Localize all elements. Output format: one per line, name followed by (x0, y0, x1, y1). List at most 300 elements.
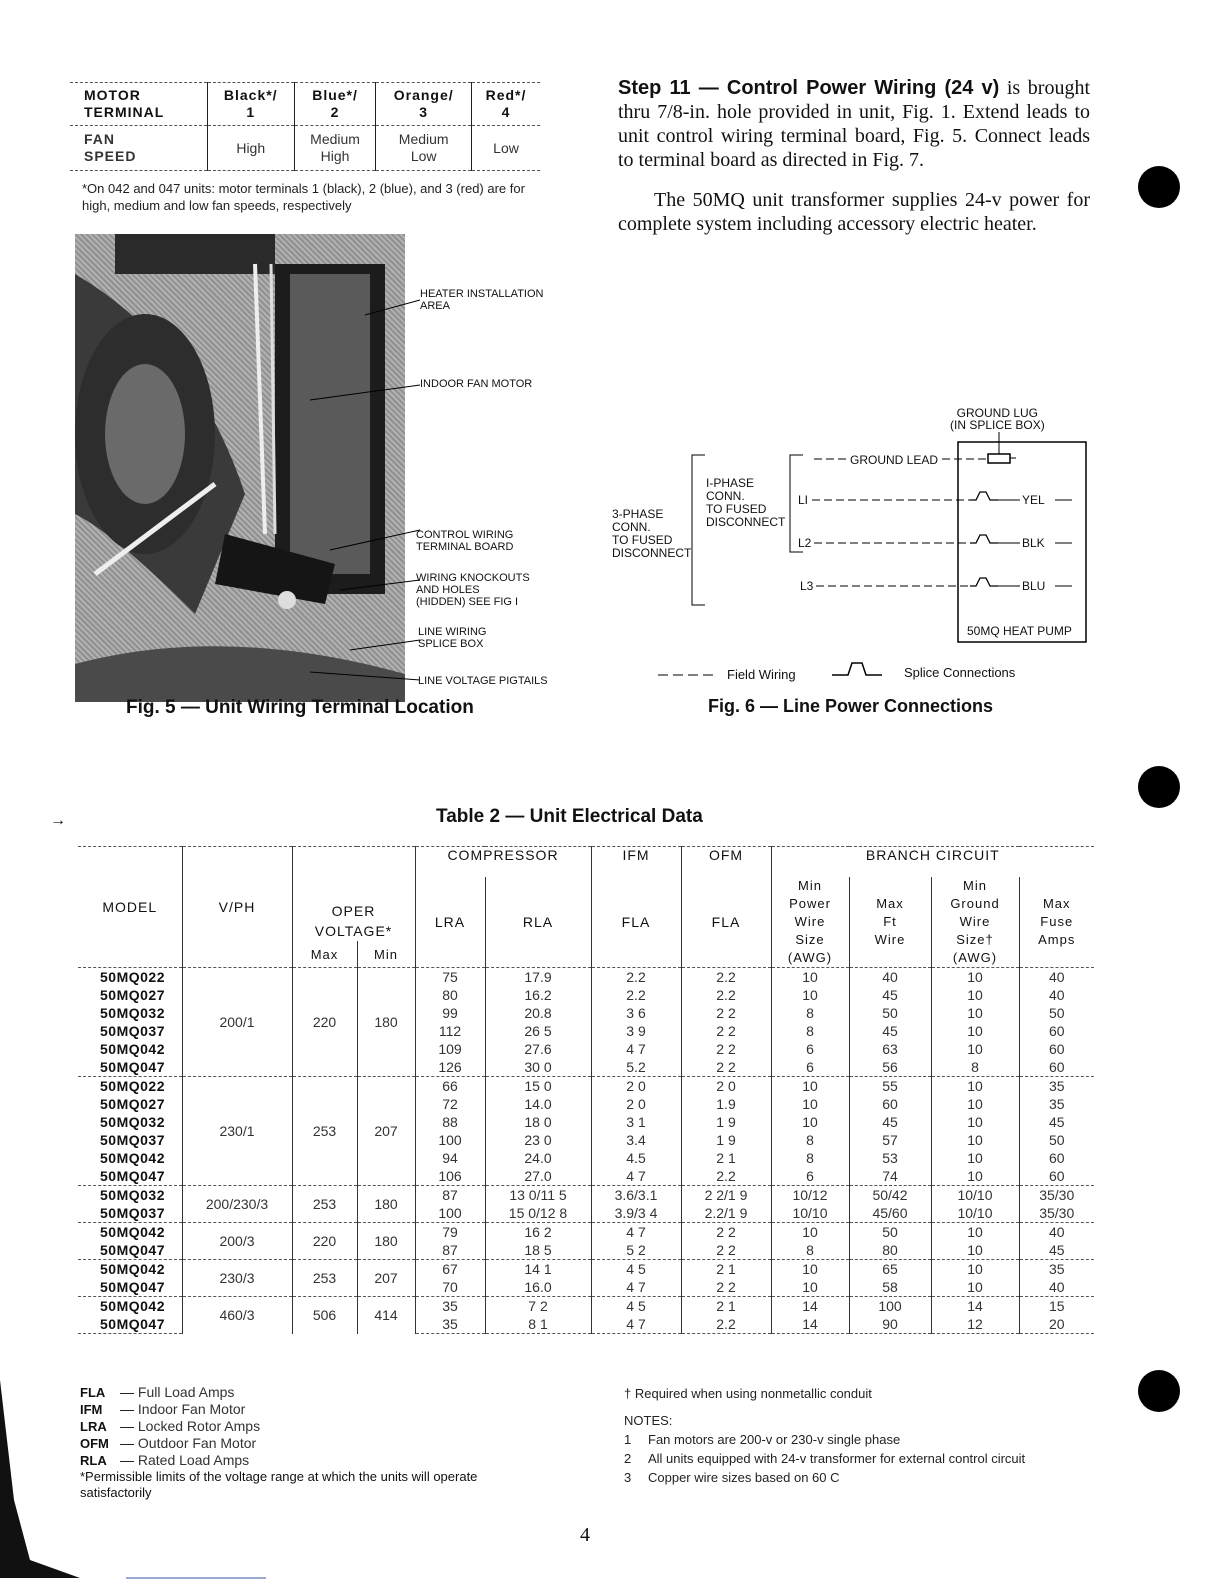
min-wire-cell: 14 (771, 1315, 849, 1334)
rla-cell: 20.8 (485, 1004, 591, 1022)
table-row (78, 1077, 1094, 1096)
min-wire-cell: 10/10 (771, 1204, 849, 1223)
ofm-fla-cell: 2 2 (681, 1241, 771, 1260)
max-fuse-cell: 35 (1019, 1260, 1094, 1279)
max-ft-cell: 63 (849, 1040, 931, 1058)
vph-cell: 460/3 (182, 1297, 292, 1334)
model-cell: 50MQ042 (100, 1041, 165, 1057)
fig5-leader-lines (290, 280, 430, 700)
max-fuse-cell: 60 (1019, 1058, 1094, 1077)
ifm-fla-cell: 5.2 (591, 1058, 681, 1077)
vph-cell: 230/3 (182, 1260, 292, 1297)
lra-cell: 72 (415, 1095, 485, 1113)
rla-cell: 16.0 (485, 1278, 591, 1297)
ofm-fla-cell: 2 1 (681, 1260, 771, 1279)
ifm-fla-cell: 4 7 (591, 1315, 681, 1334)
ifm-fla-cell: 2 0 (591, 1077, 681, 1096)
wire-blk-label: BLK (1022, 536, 1045, 550)
voltage-min-cell: 180 (357, 1223, 415, 1260)
lra-cell: 75 (415, 968, 485, 987)
max-fuse-cell: 20 (1019, 1315, 1094, 1334)
arrow-icon: → (50, 812, 66, 829)
terminal-1-header: Black*/ 1 (207, 83, 294, 126)
vph-cell: 200/230/3 (182, 1186, 292, 1223)
rla-cell: 13 0/11 5 (485, 1186, 591, 1205)
max-ft-cell: 53 (849, 1149, 931, 1167)
min-wire-cell: 8 (771, 1241, 849, 1260)
max-fuse-cell: 35 (1019, 1077, 1094, 1096)
fan-speed-label: FAN SPEED (70, 126, 207, 171)
legend-text: Indoor Fan Motor (137, 1401, 246, 1417)
voltage-min-cell: 180 (357, 1186, 415, 1223)
speed-4: Low (472, 126, 540, 171)
table-row (78, 1297, 1094, 1316)
ofm-fla-cell: 1.9 (681, 1095, 771, 1113)
max-fuse-cell: 50 (1019, 1131, 1094, 1149)
lra-cell: 106 (415, 1167, 485, 1186)
max-ft-cell: 40 (849, 968, 931, 987)
terminal-3-header: Orange/ 3 (376, 83, 472, 126)
model-cell: 50MQ042 (100, 1150, 165, 1166)
ifm-fla-cell: 3.9/3 4 (591, 1204, 681, 1223)
legend-dash: — (120, 1452, 138, 1468)
lra-cell: 79 (415, 1223, 485, 1242)
vph-cell: 230/1 (182, 1077, 292, 1186)
three-phase-label: 3-PHASE CONN. TO FUSED DISCONNECT (612, 507, 692, 560)
ifm-fla-cell: 5 2 (591, 1241, 681, 1260)
rla-cell: 18 5 (485, 1241, 591, 1260)
ifm-fla-cell: 4 7 (591, 1167, 681, 1186)
ofm-fla-cell: 2 2 (681, 1223, 771, 1242)
line-l3-label: L3 (800, 579, 814, 593)
ofm-fla-cell: 2.2 (681, 986, 771, 1004)
header-ifm: IFM (591, 847, 681, 878)
splice-icon (970, 535, 998, 543)
ofm-fla-cell: 2.2/1 9 (681, 1204, 771, 1223)
min-ground-cell: 10/10 (931, 1186, 1019, 1205)
max-fuse-cell: 40 (1019, 1278, 1094, 1297)
rla-cell: 27.0 (485, 1167, 591, 1186)
ground-lug-icon (988, 454, 1010, 463)
model-cell: 50MQ037 (100, 1132, 165, 1148)
motor-table-footnote: *On 042 and 047 units: motor terminals 1 (black), 2 (blue), and 3 (red) are for high, medium and low fan speeds, respectively (82, 181, 525, 213)
callout-indoor-fan-motor: INDOOR FAN MOTOR (420, 378, 533, 390)
max-fuse-cell: 50 (1019, 1004, 1094, 1022)
note-item (624, 1430, 1104, 1449)
legend-dash: — (120, 1418, 138, 1434)
min-ground-cell: 10 (931, 1095, 1019, 1113)
voltage-min-cell: 180 (357, 968, 415, 1077)
note-number: 3 (624, 1470, 632, 1485)
header-ifm-fla: FLA (591, 877, 681, 968)
max-fuse-cell: 35/30 (1019, 1186, 1094, 1205)
note-text: Fan motors are 200-v or 230-v single phase (648, 1432, 901, 1447)
lra-cell: 66 (415, 1077, 485, 1096)
max-ft-cell: 80 (849, 1241, 931, 1260)
ofm-fla-cell: 2 1 (681, 1149, 771, 1167)
step11-paragraph (618, 76, 1090, 172)
note-text: All units equipped with 24-v transformer for external control circuit (648, 1451, 1026, 1466)
legend-text: Outdoor Fan Motor (137, 1435, 257, 1451)
rla-cell: 17.9 (485, 968, 591, 987)
vph-cell: 200/3 (182, 1223, 292, 1260)
voltage-max-cell: 506 (292, 1297, 357, 1334)
ifm-fla-cell: 3 1 (591, 1113, 681, 1131)
ground-lug-label: GROUND LUG (IN SPLICE BOX) (950, 406, 1045, 432)
min-ground-cell: 14 (931, 1297, 1019, 1316)
lra-cell: 100 (415, 1131, 485, 1149)
model-cell: 50MQ047 (78, 1058, 182, 1077)
max-fuse-cell: 60 (1019, 1022, 1094, 1040)
ofm-fla-cell: 1 9 (681, 1113, 771, 1131)
model-cell: 50MQ022 (78, 968, 182, 987)
lra-cell: 87 (415, 1186, 485, 1205)
legend-splice: Splice Connections (904, 665, 1016, 680)
header-lra: LRA (415, 877, 485, 968)
dagger-note: † Required when using nonmetallic conduit (624, 1386, 872, 1401)
min-ground-cell: 8 (931, 1058, 1019, 1077)
model-cell: 50MQ037 (100, 1023, 165, 1039)
model-cell: 50MQ042 (78, 1297, 182, 1316)
legend-abbr: RLA (80, 1453, 107, 1468)
callout-control-terminal-board: CONTROL WIRING TERMINAL BOARD (416, 529, 514, 553)
model-cell: 50MQ047 (78, 1315, 182, 1334)
min-wire-cell: 8 (771, 1004, 849, 1022)
ifm-fla-cell: 3 6 (591, 1004, 681, 1022)
header-min-voltage: Min (357, 941, 415, 968)
page-number: 4 (580, 1524, 590, 1546)
table-row (78, 1260, 1094, 1279)
ofm-fla-cell: 2.2 (681, 968, 771, 987)
splice-icon (970, 492, 998, 500)
motor-terminal-label: MOTOR TERMINAL (70, 83, 207, 126)
rla-cell: 7 2 (485, 1297, 591, 1316)
min-ground-cell: 10 (931, 1167, 1019, 1186)
max-fuse-cell: 60 (1019, 1040, 1094, 1058)
min-ground-cell: 10 (931, 1113, 1019, 1131)
ifm-fla-cell: 3.6/3.1 (591, 1186, 681, 1205)
ifm-fla-cell: 4 5 (591, 1260, 681, 1279)
lra-cell: 94 (415, 1149, 485, 1167)
wire-yel-label: YEL (1022, 493, 1045, 507)
max-ft-cell: 45 (849, 1113, 931, 1131)
rla-cell: 30 0 (485, 1058, 591, 1077)
ofm-fla-cell: 2 2/1 9 (681, 1186, 771, 1205)
header-vph: V/PH (182, 847, 292, 968)
ifm-fla-cell: 2.2 (591, 968, 681, 987)
rla-cell: 15 0 (485, 1077, 591, 1096)
min-ground-cell: 10 (931, 1278, 1019, 1297)
ifm-fla-cell: 4 5 (591, 1297, 681, 1316)
min-ground-cell: 10 (931, 1004, 1019, 1022)
max-ft-cell: 100 (849, 1297, 931, 1316)
header-max-ft-wire: Max Ft Wire (849, 877, 931, 968)
model-cell: 50MQ047 (78, 1278, 182, 1297)
legend-field-wiring: Field Wiring (727, 667, 796, 682)
lra-cell: 126 (415, 1058, 485, 1077)
splice-icon (970, 578, 998, 586)
rla-cell: 8 1 (485, 1315, 591, 1334)
lra-cell: 112 (415, 1022, 485, 1040)
voltage-min-cell: 207 (357, 1260, 415, 1297)
min-wire-cell: 6 (771, 1167, 849, 1186)
scan-edge-artifact (0, 1380, 270, 1584)
voltage-footnote: *Permissible limits of the voltage range at which the units will operate satisfactorily (80, 1469, 478, 1500)
speed-1: High (207, 126, 294, 171)
ofm-fla-cell: 2.2 (681, 1167, 771, 1186)
min-ground-cell: 10 (931, 1241, 1019, 1260)
min-ground-cell: 10 (931, 1022, 1019, 1040)
ground-lead-label: GROUND LEAD (850, 453, 939, 467)
transformer-paragraph: The 50MQ unit transformer supplies 24-v power for complete system including accessory electric heater. (618, 189, 1090, 235)
callout-line-voltage-pigtails: LINE VOLTAGE PIGTAILS (418, 675, 548, 687)
model-cell: 50MQ032 (100, 1114, 165, 1130)
table-row (78, 1223, 1094, 1242)
max-ft-cell: 50/42 (849, 1186, 931, 1205)
max-fuse-cell: 40 (1019, 986, 1094, 1004)
ofm-fla-cell: 2 2 (681, 1058, 771, 1077)
max-ft-cell: 55 (849, 1077, 931, 1096)
lra-cell: 35 (415, 1297, 485, 1316)
max-ft-cell: 45/60 (849, 1204, 931, 1223)
min-wire-cell: 10 (771, 986, 849, 1004)
legend-text: Full Load Amps (137, 1384, 235, 1400)
legend-dash: — (120, 1384, 138, 1400)
header-ofm: OFM (681, 847, 771, 878)
min-ground-cell: 10/10 (931, 1204, 1019, 1223)
max-fuse-cell: 40 (1019, 968, 1094, 987)
model-cell: 50MQ047 (78, 1241, 182, 1260)
max-ft-cell: 60 (849, 1095, 931, 1113)
model-cell: 50MQ047 (78, 1167, 182, 1186)
fig6-caption: Fig. 6 — Line Power Connections (708, 696, 994, 716)
legend-abbr: OFM (80, 1436, 109, 1451)
rla-cell: 23 0 (485, 1131, 591, 1149)
max-fuse-cell: 35/30 (1019, 1204, 1094, 1223)
legend-text: Rated Load Amps (137, 1452, 250, 1468)
max-fuse-cell: 40 (1019, 1223, 1094, 1242)
min-ground-cell: 10 (931, 1040, 1019, 1058)
ofm-fla-cell: 1 9 (681, 1131, 771, 1149)
max-ft-cell: 58 (849, 1278, 931, 1297)
table-row (78, 1186, 1094, 1205)
rla-cell: 16 2 (485, 1223, 591, 1242)
callout-line-wiring-splice-box: LINE WIRING SPLICE BOX (418, 626, 487, 650)
legend-dash: — (120, 1401, 138, 1417)
ofm-fla-cell: 2 0 (681, 1077, 771, 1096)
ifm-fla-cell: 4.5 (591, 1149, 681, 1167)
lra-cell: 80 (415, 986, 485, 1004)
terminal-2-header: Blue*/ 2 (294, 83, 376, 126)
model-cell: 50MQ037 (78, 1204, 182, 1223)
motor-terminal-table (70, 82, 540, 171)
speed-2: Medium High (294, 126, 376, 171)
max-ft-cell: 57 (849, 1131, 931, 1149)
speed-3: Medium Low (376, 126, 472, 171)
ifm-fla-cell: 3.4 (591, 1131, 681, 1149)
rla-cell: 16.2 (485, 986, 591, 1004)
min-wire-cell: 10 (771, 1077, 849, 1096)
min-wire-cell: 8 (771, 1149, 849, 1167)
max-fuse-cell: 45 (1019, 1113, 1094, 1131)
min-ground-cell: 10 (931, 968, 1019, 987)
ifm-fla-cell: 4 7 (591, 1223, 681, 1242)
min-ground-cell: 10 (931, 1223, 1019, 1242)
min-wire-cell: 10/12 (771, 1186, 849, 1205)
callout-wiring-knockouts: WIRING KNOCKOUTS AND HOLES (HIDDEN) SEE FIG I (416, 572, 530, 608)
lra-cell: 35 (415, 1315, 485, 1334)
legend-text: Locked Rotor Amps (137, 1418, 261, 1434)
note-item (624, 1468, 1104, 1487)
notes-block (624, 1384, 1104, 1487)
max-ft-cell: 90 (849, 1315, 931, 1334)
legend-abbr: FLA (80, 1385, 106, 1400)
lra-cell: 100 (415, 1204, 485, 1223)
line-l1-label: LI (798, 493, 809, 507)
max-ft-cell: 74 (849, 1167, 931, 1186)
ifm-fla-cell: 4 7 (591, 1278, 681, 1297)
voltage-max-cell: 220 (292, 968, 357, 1077)
ofm-fla-cell: 2 1 (681, 1297, 771, 1316)
model-cell: 50MQ032 (100, 1005, 165, 1021)
ofm-fla-cell: 2 2 (681, 1278, 771, 1297)
min-ground-cell: 10 (931, 1077, 1019, 1096)
min-ground-cell: 10 (931, 986, 1019, 1004)
max-ft-cell: 56 (849, 1058, 931, 1077)
ofm-fla-cell: 2.2 (681, 1315, 771, 1334)
rla-cell: 14.0 (485, 1095, 591, 1113)
rla-cell: 14 1 (485, 1260, 591, 1279)
header-compressor: COMPRESSOR (415, 847, 591, 878)
binder-hole-icon (1138, 1370, 1180, 1412)
wire-blu-label: BLU (1022, 579, 1046, 593)
voltage-min-cell: 414 (357, 1297, 415, 1334)
model-cell: 50MQ027 (100, 1096, 165, 1112)
rla-cell: 27.6 (485, 1040, 591, 1058)
max-ft-cell: 65 (849, 1260, 931, 1279)
callout-heater-area: HEATER INSTALLATION AREA (420, 288, 544, 312)
lra-cell: 70 (415, 1278, 485, 1297)
table2-title: Table 2 — Unit Electrical Data (436, 806, 703, 827)
voltage-max-cell: 253 (292, 1260, 357, 1297)
model-cell: 50MQ032 (78, 1186, 182, 1205)
model-cell: 50MQ027 (100, 987, 165, 1003)
min-ground-cell: 10 (931, 1149, 1019, 1167)
ifm-fla-cell: 3 9 (591, 1022, 681, 1040)
terminal-4-header: Red*/ 4 (472, 83, 540, 126)
rla-cell: 24.0 (485, 1149, 591, 1167)
note-number: 2 (624, 1451, 632, 1466)
header-max-voltage: Max (292, 941, 357, 968)
min-wire-cell: 10 (771, 1113, 849, 1131)
ofm-fla-cell: 2 2 (681, 1004, 771, 1022)
header-rla: RLA (485, 877, 591, 968)
min-wire-cell: 10 (771, 1223, 849, 1242)
min-ground-cell: 12 (931, 1315, 1019, 1334)
max-fuse-cell: 35 (1019, 1095, 1094, 1113)
min-ground-cell: 10 (931, 1131, 1019, 1149)
header-max-fuse: Max Fuse Amps (1019, 877, 1094, 968)
unit-electrical-table (78, 846, 1094, 1334)
voltage-min-cell: 207 (357, 1077, 415, 1186)
lra-cell: 109 (415, 1040, 485, 1058)
ofm-fla-cell: 2 2 (681, 1040, 771, 1058)
header-branch-circuit: BRANCH CIRCUIT (771, 847, 1094, 878)
heat-pump-label: 50MQ HEAT PUMP (967, 624, 1072, 638)
min-wire-cell: 6 (771, 1040, 849, 1058)
note-item (624, 1449, 1104, 1468)
note-text: Copper wire sizes based on 60 C (648, 1470, 840, 1485)
max-ft-cell: 45 (849, 1022, 931, 1040)
max-ft-cell: 50 (849, 1004, 931, 1022)
header-model: MODEL (78, 847, 182, 968)
rla-cell: 26 5 (485, 1022, 591, 1040)
min-wire-cell: 10 (771, 1278, 849, 1297)
min-wire-cell: 6 (771, 1058, 849, 1077)
rla-cell: 15 0/12 8 (485, 1204, 591, 1223)
ifm-fla-cell: 4 7 (591, 1040, 681, 1058)
max-fuse-cell: 60 (1019, 1167, 1094, 1186)
min-wire-cell: 8 (771, 1131, 849, 1149)
table-row (78, 968, 1094, 987)
model-cell: 50MQ022 (78, 1077, 182, 1096)
lra-cell: 67 (415, 1260, 485, 1279)
header-min-ground-wire: Min Ground Wire Size† (AWG) (931, 877, 1019, 968)
ifm-fla-cell: 2.2 (591, 986, 681, 1004)
binder-hole-icon (1138, 166, 1180, 208)
fig5-caption: Fig. 5 — Unit Wiring Terminal Location (126, 697, 474, 718)
lra-cell: 87 (415, 1241, 485, 1260)
header-oper-voltage: OPER VOLTAGE* (292, 847, 415, 942)
max-fuse-cell: 60 (1019, 1149, 1094, 1167)
header-min-power-wire: Min Power Wire Size (AWG) (771, 877, 849, 968)
line-l2-label: L2 (798, 536, 812, 550)
ofm-fla-cell: 2 2 (681, 1022, 771, 1040)
model-cell: 50MQ042 (78, 1260, 182, 1279)
splice-legend-icon (832, 663, 882, 675)
rla-cell: 18 0 (485, 1113, 591, 1131)
lra-cell: 88 (415, 1113, 485, 1131)
min-wire-cell: 14 (771, 1297, 849, 1316)
notes-title: NOTES: (624, 1413, 673, 1428)
voltage-max-cell: 220 (292, 1223, 357, 1260)
min-wire-cell: 10 (771, 1260, 849, 1279)
step11-heading: Step 11 — Control Power Wiring (24 v) (618, 77, 1000, 99)
min-wire-cell: 10 (771, 968, 849, 987)
one-phase-label: I-PHASE CONN. TO FUSED DISCONNECT (706, 476, 786, 529)
model-cell: 50MQ042 (78, 1223, 182, 1242)
ifm-fla-cell: 2 0 (591, 1095, 681, 1113)
voltage-max-cell: 253 (292, 1186, 357, 1223)
lra-cell: 99 (415, 1004, 485, 1022)
legend-abbr: LRA (80, 1419, 107, 1434)
max-ft-cell: 50 (849, 1223, 931, 1242)
min-ground-cell: 10 (931, 1260, 1019, 1279)
min-wire-cell: 8 (771, 1022, 849, 1040)
legend-dash: — (120, 1435, 138, 1451)
max-ft-cell: 45 (849, 986, 931, 1004)
min-wire-cell: 10 (771, 1095, 849, 1113)
legend-abbr: IFM (80, 1402, 103, 1417)
voltage-max-cell: 253 (292, 1077, 357, 1186)
max-fuse-cell: 15 (1019, 1297, 1094, 1316)
step11-text: is brought thru 7/8-in. hole provided in unit, Fig. 1. Extend leads to unit control wiring terminal board, Fig. 5. Connect leads to terminal board as directed in Fig. 7. (618, 77, 1090, 171)
max-fuse-cell: 45 (1019, 1241, 1094, 1260)
note-number: 1 (624, 1432, 632, 1447)
binder-hole-icon (1138, 766, 1180, 808)
header-ofm-fla: FLA (681, 877, 771, 968)
vph-cell: 200/1 (182, 968, 292, 1077)
